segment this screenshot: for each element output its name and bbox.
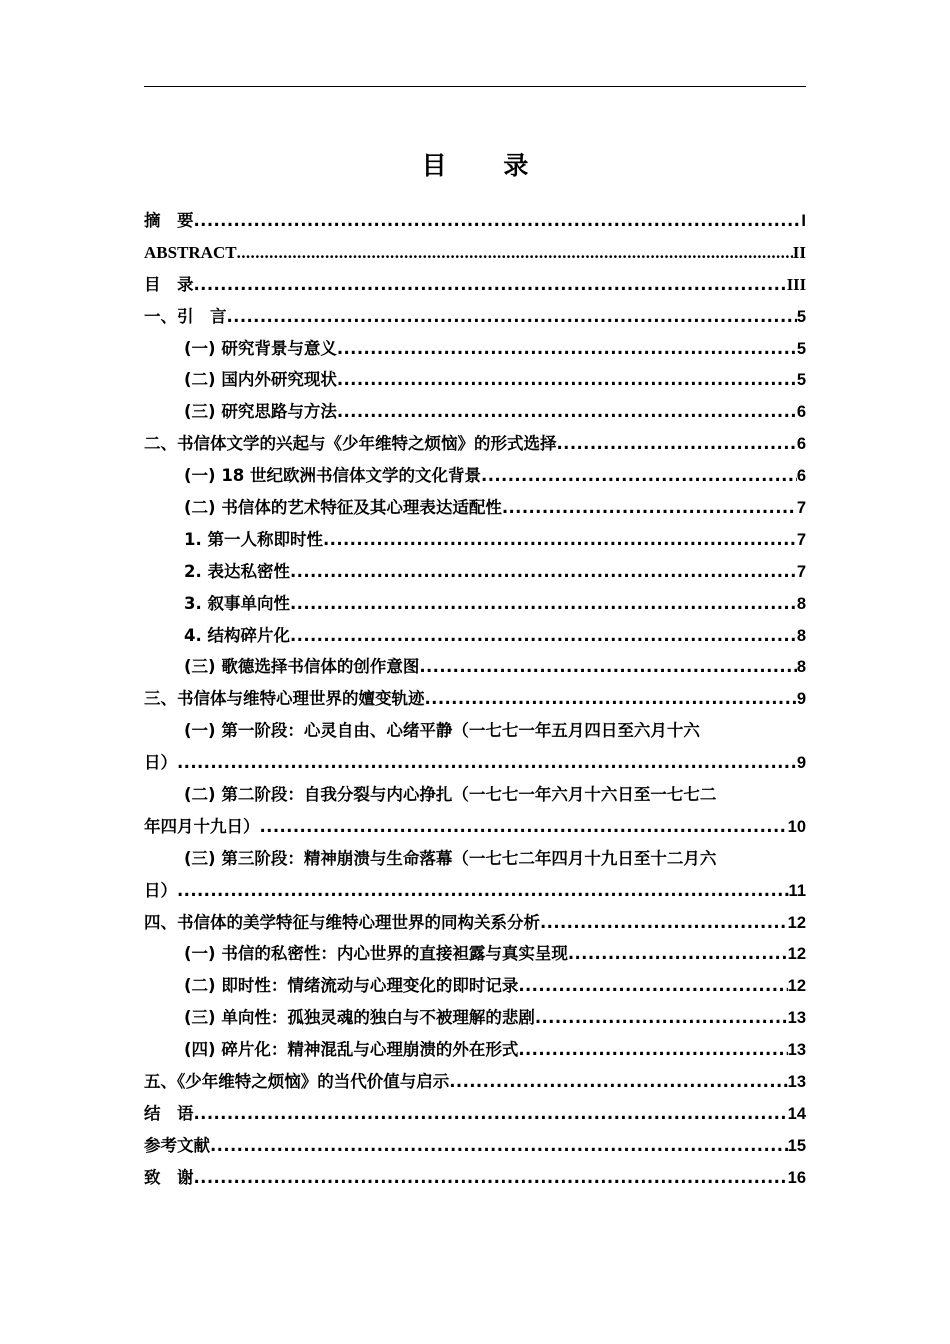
- toc-entry-label: 致 谢: [144, 1167, 194, 1187]
- toc-entry-label: (一) 18 世纪欧洲书信体文学的文化背景: [184, 466, 482, 486]
- toc-page-number: 10: [787, 817, 806, 836]
- toc-entry-label-line1: (一) 第一阶段：心灵自由、心绪平静（一七七一年五月四日至六月十六: [184, 721, 700, 741]
- toc-entry-references[interactable]: [144, 1130, 806, 1162]
- dot-leader: [502, 492, 797, 524]
- toc-entry-label: 结 语: [144, 1103, 194, 1123]
- toc-entry-subsection[interactable]: [144, 556, 806, 588]
- toc-page-number: 6: [796, 403, 806, 422]
- dot-leader: [337, 333, 797, 365]
- dot-leader: [210, 1130, 788, 1162]
- toc-entry-label: 三、书信体与维特心理世界的嬗变轨迹: [144, 689, 425, 709]
- dot-leader: [540, 907, 788, 939]
- toc-entry-chapter-5[interactable]: [144, 1066, 806, 1098]
- toc-entry-label: 一、引 言: [144, 306, 227, 326]
- toc-entry-chapter-1[interactable]: [144, 301, 806, 333]
- dot-leader: [337, 396, 797, 428]
- toc-entry-chapter-2[interactable]: [144, 428, 806, 460]
- toc-entry-label-line1: (三) 第三阶段：精神崩溃与生命落幕（一七七二年四月十九日至十二月六: [184, 848, 717, 868]
- toc-entry-label: 二、书信体文学的兴起与《少年维特之烦恼》的形式选择: [144, 434, 557, 454]
- toc-entry-label: ABSTRACT: [144, 242, 237, 262]
- toc-entry-section[interactable]: [144, 938, 806, 970]
- toc-entry-label: (一) 书信的私密性：内心世界的直接袒露与真实呈现: [184, 944, 568, 964]
- toc-page-number: 12: [787, 945, 806, 964]
- toc-entry-label: (三) 研究思路与方法: [184, 402, 337, 422]
- toc-page-number: II: [792, 242, 806, 262]
- toc-page-number: 12: [787, 977, 806, 996]
- toc-entry-label: 2. 表达私密性: [184, 561, 290, 581]
- toc-entry-section-wrapped[interactable]: [144, 715, 806, 779]
- toc-entry-section[interactable]: [144, 364, 806, 396]
- toc-entry-label-line2: 日）: [144, 753, 177, 773]
- toc-page-number: 11: [788, 881, 806, 900]
- toc-entry-acknowledgements[interactable]: [144, 1162, 806, 1194]
- dot-leader: [260, 811, 788, 843]
- dot-leader: [481, 460, 797, 492]
- toc-entry-section-wrapped[interactable]: [144, 779, 806, 843]
- toc-entry-section[interactable]: [144, 492, 806, 524]
- dot-leader: [194, 1098, 788, 1130]
- toc-entry-label: 参考文献: [144, 1135, 210, 1155]
- toc-page-number: I: [801, 212, 806, 230]
- toc-entry-label: 4. 结构碎片化: [184, 625, 290, 645]
- toc-page-number: 13: [787, 1041, 806, 1060]
- toc-page-number: III: [786, 274, 806, 294]
- toc-entry-section-wrapped[interactable]: [144, 843, 806, 907]
- dot-leader: [227, 301, 797, 333]
- dot-leader: [337, 364, 797, 396]
- dot-leader: [194, 269, 787, 301]
- toc-page-number: 14: [787, 1104, 806, 1123]
- toc-entry-contents[interactable]: [144, 269, 806, 301]
- dot-leader: [518, 1034, 787, 1066]
- dot-leader: [237, 237, 793, 269]
- header-rule: [144, 86, 806, 87]
- toc-entry-subsection[interactable]: [144, 588, 806, 620]
- toc-entry-label: 五、《少年维特之烦恼》的当代价值与启示: [144, 1072, 450, 1092]
- toc-page-number: 8: [796, 658, 806, 677]
- toc-entry-section[interactable]: [144, 651, 806, 683]
- toc-entry-label: (一) 研究背景与意义: [184, 338, 337, 358]
- toc-entry-conclusion[interactable]: [144, 1098, 806, 1130]
- toc-page-number: 8: [796, 594, 806, 613]
- dot-leader: [323, 524, 797, 556]
- toc-title: 目 录: [421, 151, 553, 180]
- toc-page-number: 15: [787, 1136, 806, 1155]
- toc-entry-label-line2-row: [144, 875, 806, 907]
- toc-entry-section[interactable]: [144, 396, 806, 428]
- dot-leader: [557, 428, 797, 460]
- toc-entry-label: 目 录: [144, 274, 194, 294]
- toc-entry-label: (三) 歌德选择书信体的创作意图: [184, 657, 420, 677]
- dot-leader: [177, 747, 797, 779]
- toc-entry-abstract-cn[interactable]: [144, 205, 806, 237]
- toc-page-number: 9: [796, 754, 806, 773]
- dot-leader: [290, 620, 797, 652]
- toc-page-number: 16: [787, 1168, 806, 1187]
- toc-entry-label: (三) 单向性：孤独灵魂的独白与不被理解的悲剧: [184, 1008, 535, 1028]
- toc-page-number: 7: [796, 499, 806, 518]
- dot-leader: [194, 205, 802, 237]
- toc-entry-label: 摘 要: [144, 211, 194, 230]
- toc-page-number: 9: [796, 690, 806, 709]
- toc-entry-chapter-3[interactable]: [144, 683, 806, 715]
- dot-leader: [449, 1066, 787, 1098]
- toc-entry-label: 1. 第一人称即时性: [184, 529, 323, 549]
- toc-entry-abstract-en[interactable]: [144, 237, 806, 269]
- toc-entry-label-line1: (二) 第二阶段：自我分裂与内心挣扎（一七七一年六月十六日至一七七二: [184, 785, 717, 805]
- dot-leader: [177, 875, 789, 907]
- toc-entry-section[interactable]: [144, 970, 806, 1002]
- toc-entry-label: 3. 叙事单向性: [184, 593, 290, 613]
- table-of-contents: [144, 205, 806, 1194]
- toc-page-number: 7: [796, 530, 806, 549]
- toc-entry-label-line2-row: [144, 811, 806, 843]
- toc-entry-label-line2-row: [144, 747, 806, 779]
- toc-entry-label: (二) 书信体的艺术特征及其心理表达适配性: [184, 498, 502, 518]
- toc-page-number: 6: [796, 435, 806, 454]
- dot-leader: [518, 970, 787, 1002]
- toc-entry-label: (二) 国内外研究现状: [184, 370, 337, 390]
- dot-leader: [425, 683, 797, 715]
- toc-entry-label-line2: 日）: [144, 880, 177, 900]
- toc-entry-label-line2: 年四月十九日）: [144, 816, 260, 836]
- toc-entry-section[interactable]: [144, 1002, 806, 1034]
- toc-page-number: 6: [796, 467, 806, 486]
- toc-entry-chapter-4[interactable]: [144, 907, 806, 939]
- toc-entry-section[interactable]: [144, 333, 806, 365]
- toc-page-number: 13: [787, 1009, 806, 1028]
- toc-entry-subsection[interactable]: [144, 524, 806, 556]
- toc-entry-label: (二) 即时性：情绪流动与心理变化的即时记录: [184, 976, 519, 996]
- toc-entry-label: 四、书信体的美学特征与维特心理世界的同构关系分析: [144, 912, 540, 932]
- toc-page-number: 13: [787, 1073, 806, 1092]
- dot-leader: [290, 556, 797, 588]
- dot-leader: [568, 938, 788, 970]
- toc-entry-section[interactable]: [144, 460, 806, 492]
- dot-leader: [419, 651, 796, 683]
- dot-leader: [290, 588, 797, 620]
- toc-page-number: 5: [796, 371, 806, 390]
- toc-page-number: 8: [796, 626, 806, 645]
- toc-page-number: 7: [796, 562, 806, 581]
- toc-page-number: 5: [796, 307, 806, 326]
- dot-leader: [535, 1002, 788, 1034]
- toc-entry-subsection[interactable]: [144, 620, 806, 652]
- toc-page-number: 5: [796, 339, 806, 358]
- dot-leader: [194, 1162, 788, 1194]
- toc-entry-section[interactable]: [144, 1034, 806, 1066]
- toc-entry-label: (四) 碎片化：精神混乱与心理崩溃的外在形式: [184, 1040, 519, 1060]
- toc-page-number: 12: [787, 913, 806, 932]
